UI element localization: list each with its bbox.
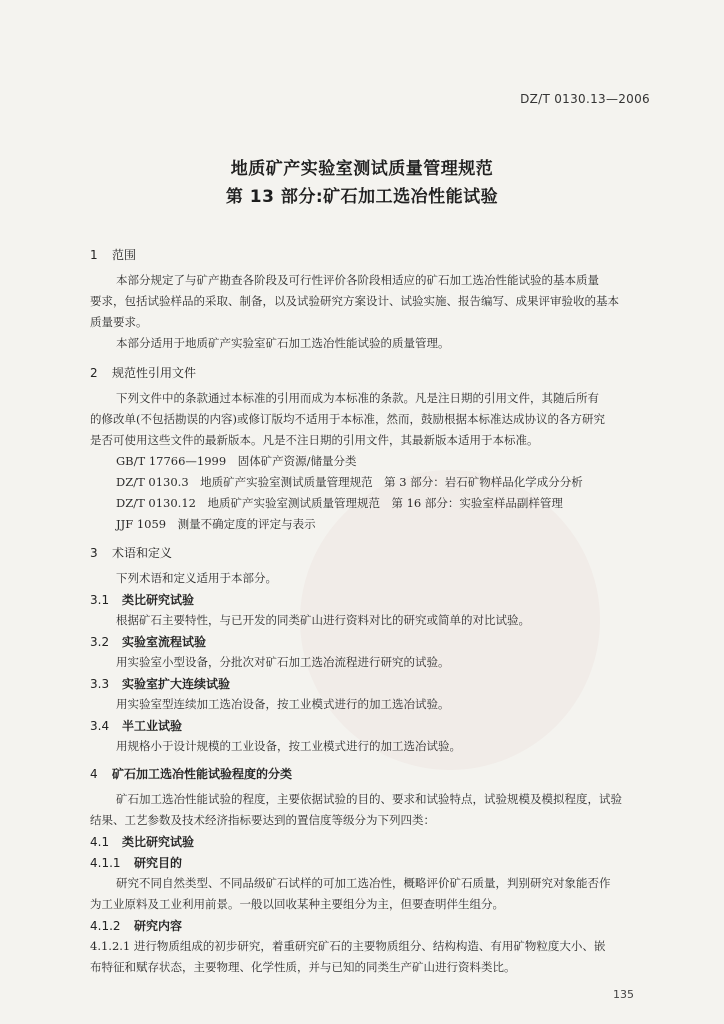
term-title: 实验室扩大连续试验 (122, 677, 231, 691)
document-title: 地质矿产实验室测试质量管理规范 (230, 159, 494, 179)
section-title: 矿石加工选冶性能试验程度的分类 (112, 767, 293, 781)
term-heading (90, 633, 206, 650)
term-definition: 用规格小于设计规模的工业设备，按工业模式进行的加工选冶试验。 (116, 739, 461, 753)
standard-number: DZ/T 0130.13—2006 (520, 92, 650, 106)
subsection-number: 4.1.1 (90, 856, 121, 870)
section-title: 范围 (112, 248, 137, 262)
reference-item: JJF 1059 测量不确定度的评定与表示 (116, 517, 316, 531)
reference-item: GB/T 17766—1999 固体矿产资源/储量分类 (116, 454, 357, 468)
paragraph-line: 结果、工艺参数及技术经济指标要达到的置信度等级分为下列四类： (90, 813, 435, 827)
paragraph-line: 本部分适用于地质矿产实验室矿石加工选冶性能试验的质量管理。 (116, 336, 450, 350)
section-number: 1 (90, 248, 98, 262)
paragraph-line: 下列术语和定义适用于本部分。 (116, 571, 277, 585)
term-heading (90, 675, 230, 692)
subsection-title: 类比研究试验 (122, 835, 195, 849)
paragraph-line: 矿石加工选冶性能试验的程度，主要依据试验的目的、要求和试验特点，试验规模及模拟程度，试验 (116, 792, 622, 806)
term-definition: 根据矿石主要特性，与已开发的同类矿山进行资料对比的研究或简单的对比试验。 (116, 613, 530, 627)
term-number: 3.3 (90, 677, 110, 691)
subsection-number: 4.1.2 (90, 919, 121, 933)
clause-line (90, 938, 605, 954)
section-2-heading (90, 364, 196, 381)
subsection-heading (90, 833, 194, 850)
reference-item: DZ/T 0130.3 地质矿产实验室测试质量管理规范 第 3 部分：岩石矿物样品化学成分分析 (116, 475, 583, 489)
page-number: 135 (613, 988, 634, 1001)
paragraph-line: 布特征和赋存状态，主要物理、化学性质，并与已知的同类生产矿山进行资料类比。 (90, 960, 516, 974)
subsection-title: 研究内容 (134, 919, 183, 933)
term-number: 3.4 (90, 719, 110, 733)
section-number: 4 (90, 767, 98, 781)
section-1-heading (90, 246, 136, 263)
term-number: 3.2 (90, 635, 110, 649)
term-title: 半工业试验 (122, 719, 183, 733)
paragraph-line: 下列文件中的条款通过本标准的引用而成为本标准的条款。凡是注日期的引用文件，其随后所有 (116, 391, 599, 405)
paragraph-line: 是否可使用这些文件的最新版本。凡是不注日期的引用文件，其最新版本适用于本标准。 (90, 433, 539, 447)
section-number: 3 (90, 546, 98, 560)
subsection-heading (90, 854, 182, 871)
term-definition: 用实验室小型设备，分批次对矿石加工选冶流程进行研究的试验。 (116, 655, 450, 669)
term-title: 类比研究试验 (122, 593, 195, 607)
paragraph-line: 质量要求。 (90, 315, 148, 329)
term-heading (90, 591, 194, 608)
subsection-heading (90, 917, 182, 934)
paragraph-line: 要求，包括试验样品的采取、制备，以及试验研究方案设计、试验实施、报告编写、成果评审验收的基本 (90, 294, 619, 308)
subsection-title: 研究目的 (134, 856, 183, 870)
paragraph-line: 为工业原料及工业利用前景。一般以回收某种主要组分为主，但要查明伴生组分。 (90, 897, 504, 911)
paragraph-line: 本部分规定了与矿产勘查各阶段及可行性评价各阶段相适应的矿石加工选冶性能试验的基本质量 (116, 273, 599, 287)
paragraph-line: 的修改单(不包括勘误的内容)或修订版均不适用于本标准，然而，鼓励根据本标准达成协议的各方研究 (90, 412, 605, 426)
reference-item: DZ/T 0130.12 地质矿产实验室测试质量管理规范 第 16 部分：实验室样品副样管理 (116, 496, 563, 510)
document-subtitle: 第 13 部分:矿石加工选冶性能试验 (225, 187, 499, 207)
clause-number: 4.1.2.1 (90, 939, 131, 953)
term-heading (90, 717, 182, 734)
subsection-number: 4.1 (90, 835, 110, 849)
section-number: 2 (90, 366, 98, 380)
section-4-heading (90, 765, 292, 782)
section-title: 规范性引用文件 (112, 366, 197, 380)
paragraph-line: 研究不同自然类型、不同品级矿石试样的可加工选冶性，概略评价矿石质量，判别研究对象能否作 (116, 876, 611, 890)
term-number: 3.1 (90, 593, 110, 607)
clause-text: 进行物质组成的初步研究，着重研究矿石的主要物质组分、结构构造、有用矿物粒度大小、嵌 (133, 939, 606, 953)
section-title: 术语和定义 (112, 546, 173, 560)
section-3-heading (90, 544, 172, 561)
term-definition: 用实验室型连续加工选冶设备，按工业模式进行的加工选冶试验。 (116, 697, 450, 711)
term-title: 实验室流程试验 (122, 635, 207, 649)
